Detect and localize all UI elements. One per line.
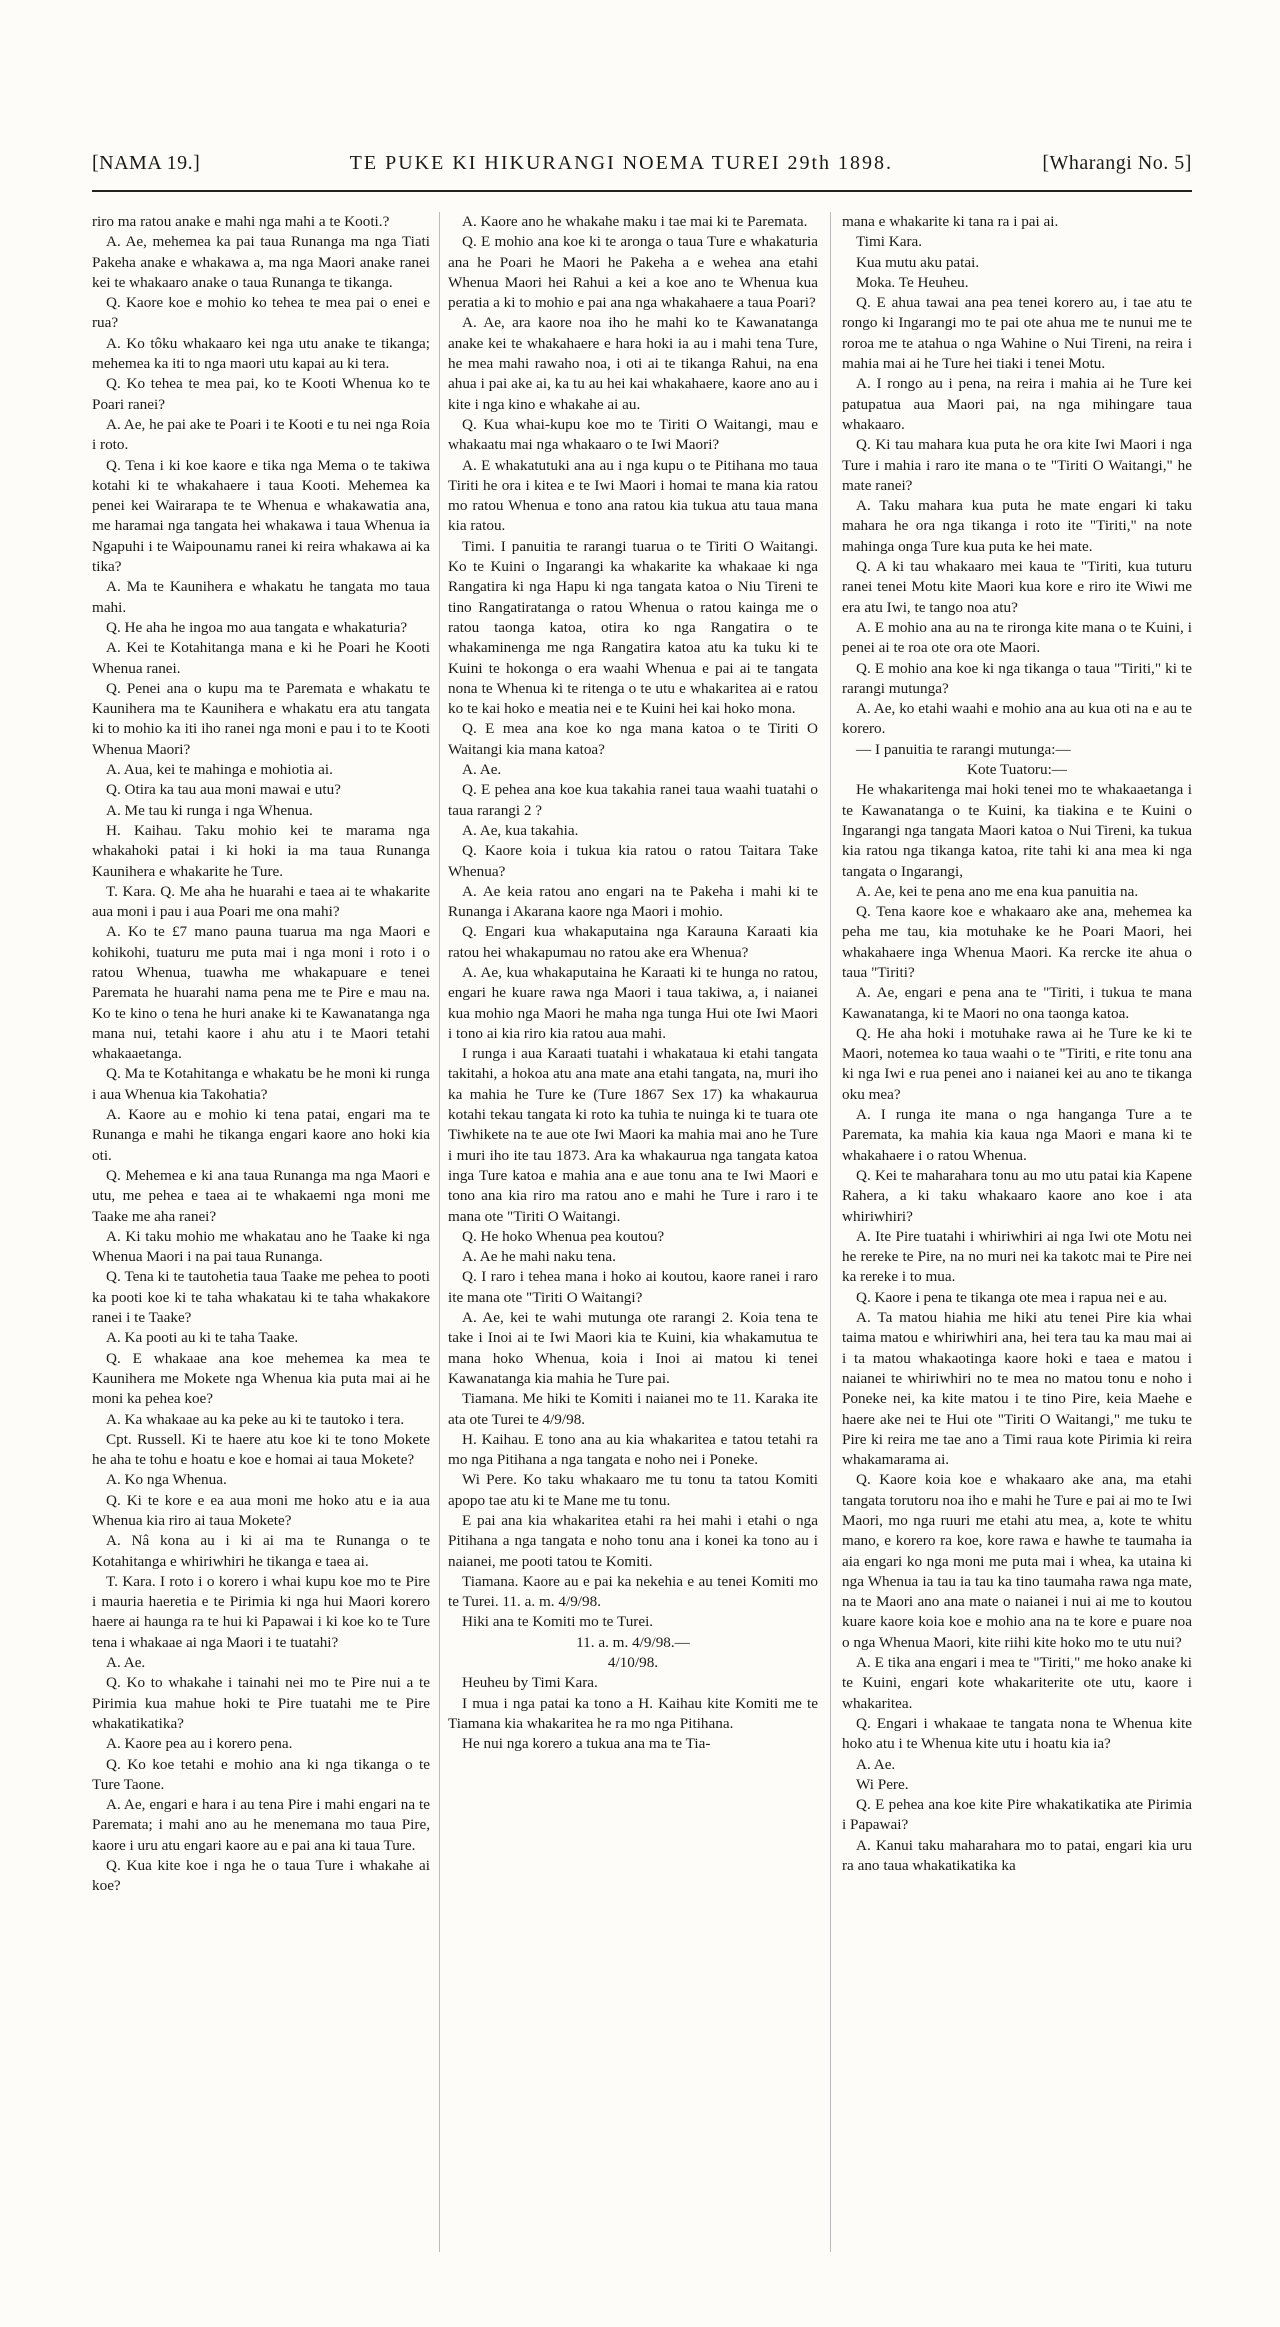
paragraph: Cpt. Russell. Ki te haere atu koe ki te tono Mokete he aha te tohu e hoatu e koe e homai ai taua Mokete? (92, 1430, 430, 1469)
text-column-2 (448, 212, 818, 2252)
paragraph: A. Ae. (462, 761, 502, 779)
paragraph: Q. Kaore koia koe e whakaaro ake ana, ma etahi tangata torutoru noa iho e mahi he Ture e pai ai mo te Iwi Maori, mo nga ruuri me etahi atu mea, a, kote te whitu mano, e korero ra koe, kore rawa e hawhe te taumaha ia aia engari ko nga moni me puta mai i whea, ka utaina ki nga Whenua ia tau ia tau ka tino taumaha rawa nga mate, na te Maori ano ana mate o naianei i nui ai me to koutou kuare kaore koia koe e mohio ana na te kore e puare noa o nga Whenua Maori, kite riihi kite hoko mo te utu nui? (842, 1471, 1192, 1651)
paragraph: A. Kaore au e mohio ki tena patai, engari ma te Runanga e mahi he tikanga engari kaore ano hoki kia oti. (92, 1106, 430, 1164)
paragraph: Timi. I panuitia te rarangi tuarua o te Tiriti O Waitangi. Ko te Kuini o Ingarangi ka whakarite ka whakaae ki nga Rangatira ki nga Hapu ki nga tangata katoa o Niu Tireni te tino Rangatiratanga o ratou Whenua o ratou kainga me o ratou taonga katoa, otira ko nga Rangatira o te whakaminenga me nga Rangatira katoa atu ka tuku ki te Kuini te hokonga o era waahi Whenua e pai ai te tangata nona te Whenua ki te ritenga o te utu e whakaritea ai e ratou ko te kai hoko e meatia nei e te Kuini hei kai hoko mona. (448, 537, 818, 718)
paragraph: A. Ae, kei te pena ano me ena kua panuitia na. (856, 882, 1139, 900)
paragraph: Q. E mea ana koe ko nga mana katoa o te Tiriti O Waitangi kia mana katoa? (448, 720, 818, 758)
paragraph: Q. E whakaae ana koe mehemea ka mea te Kaunihera me Mokete nga Whenua kia puta mai ai he moni ka pehea koe? (92, 1349, 430, 1408)
paragraph: Q. Ki tau mahara kua puta he ora kite Iwi Maori i nga Ture i mahia i raro ite mana o te "Tiriti O Waitangi," he mate ranei? (842, 436, 1192, 494)
paragraph: Q. E ahua tawai ana pea tenei korero au, i tae atu te rongo ki Ingarangi mo te pai ote ahua me te nunui me te roroa me te atahua o nga Wahine o Nui Tireni, na reira i mahia mai ai he Ture hei tiaki i tenei Motu. (842, 294, 1192, 373)
page-header (92, 152, 1192, 175)
paragraph: A. E tika ana engari i mea te "Tiriti," me hoko anake ki te Kuini, engari kote whakariterite ote utu, kaore i whakaritea. (842, 1654, 1192, 1712)
paragraph: A. Ae keia ratou ano engari na te Pakeha i mahi ki te Runanga i Akarana kaore nga Maori i mohio. (448, 882, 818, 921)
paragraph: Q. Ki te kore e ea aua moni me hoko atu e ia aua Whenua kia riro ai taua Mokete? (92, 1491, 430, 1529)
paragraph: A. Taku mahara kua puta he mate engari ki taku mahara he ora nga tikanga i roto ite "Tiriti," na note mahinga onga Ture kua puta ke hei mate. (842, 497, 1192, 555)
paragraph: Q. I raro i tehea mana i hoko ai koutou, kaore ranei i raro ite mana ote "Tiriti O Waitangi? (448, 1268, 818, 1306)
paragraph: A. Ae. (106, 1654, 146, 1672)
paragraph: He nui nga korero a tukua ana ma te Tia- (462, 1735, 711, 1753)
paragraph: Q. Kaore koe e mohio ko tehea te mea pai o enei e rua? (92, 294, 430, 332)
paragraph: Q. Kua kite koe i nga he o taua Ture i whakahe ai koe? (92, 1857, 430, 1895)
paragraph: A. Kanui taku maharahara mo to patai, engari kia uru ra ano taua whakatikatika ka (842, 1836, 1192, 1875)
paragraph: Q. A ki tau whakaaro mei kaua te "Tiriti, kua tuturu ranei tenei Motu kite Maori kua kore e riro ite Wiwi me era atu Iwi, te tango noa atu? (842, 558, 1192, 616)
sheet-number-label: [Wharangi No. 5] (1042, 152, 1192, 174)
paragraph: Q. Kua whai-kupu koe mo te Tiriti O Waitangi, mau e whakaatu mai nga whakaaro o te Iwi Maori? (448, 415, 818, 454)
paragraph: Q. Engari kua whakaputaina nga Karauna Karaati kia ratou hei whakapumau no ratou ake era Whenua? (448, 923, 818, 961)
paragraph: A. Me tau ki runga i nga Whenua. (106, 801, 313, 819)
paragraph: A. I runga ite mana o nga hanganga Ture a te Paremata, ka mahia kia kaua nga Maori e mana ki te whakahaere i o ratou Whenua. (842, 1106, 1192, 1164)
paragraph: A. Ae he mahi naku tena. (462, 1248, 616, 1266)
paragraph: A. Kei te Kotahitanga mana e ki he Poari he Kooti Whenua ranei. (92, 639, 430, 677)
paragraph: A. E whakatutuki ana au i nga kupu o te Pitihana mo taua Tiriti he ora i kitea e te Iwi Maori i homai te mana kia ratou mo ratou Whenua e tono ana ratou kia tukua atu taua mana kia ratou. (448, 456, 818, 535)
paragraph: Q. Kaore i pena te tikanga ote mea i rapua nei e au. (856, 1288, 1168, 1306)
paragraph: A. Ka pooti au ki te taha Taake. (106, 1329, 299, 1347)
paragraph: Q. Mehemea e ki ana taua Runanga ma nga Maori e utu, me pehea e taea ai te whakaemi nga moni me Taake me aha ranei? (92, 1166, 430, 1225)
paragraph: A. Ko tôku whakaaro kei nga utu anake te tikanga; mehemea ka iti to nga maori utu kapai au ki tera. (92, 334, 430, 373)
paragraph: A. I rongo au i pena, na reira i mahia ai he Ture kei patupatua aua Maori pai, na nga mihingare taua whakaaro. (842, 375, 1192, 433)
paragraph: Kote Tuatoru:— (967, 761, 1067, 779)
paragraph: mana e whakarite ki tana ra i pai ai. (842, 213, 1059, 230)
paragraph: A. Nâ kona au i ki ai ma te Runanga o te Kotahitanga e whiriwhiri he tikanga e taea ai. (92, 1532, 430, 1570)
paragraph: 11. a. m. 4/9/98.— (576, 1633, 690, 1651)
paragraph: A. Ko te £7 mano pauna tuarua ma nga Maori e kohikohi, tuaturu me puta mai i nga moni i roto i o ratou Whenua, tuawha me whakapuare e tenei Paremata he huarahi nama pena me te Pire e mau na. Ko te kino o tena he huri anake ki te Kawanatanga nga mana nui, tetahi kaore i ahu atu i te Maori tetahi whakaaetanga. (92, 923, 430, 1063)
paragraph: A. Ae. (856, 1755, 896, 1773)
paragraph: Hiki ana te Komiti mo te Turei. (462, 1613, 654, 1631)
paragraph: Q. Tena i ki koe kaore e tika nga Mema o te takiwa kotahi ki te whakahaere i taua Kooti. Mehemea ka penei kei Wairarapa te te Whenua e whakawatia ana, me haramai nga tangata hei whakawa i taua Whenua ia Ngapuhi i te Waipounamu ranei ki reira whakawa ai ka tika? (92, 456, 430, 576)
paragraph: Q. Kaore koia i tukua kia ratou o ratou Taitara Take Whenua? (448, 842, 818, 880)
paragraph: Tiamana. Kaore au e pai ka nekehia e au tenei Komiti mo te Turei. 11. a. m. 4/9/98. (448, 1572, 818, 1611)
paragraph: A. Ae, kua whakaputaina he Karaati ki te hunga no ratou, engari he kuare rawa nga Maori i taua takiwa, a, i naianei kua mohio nga Maori he maha nga tunga Hui ote Iwi Maori i tono ai kia riro kia ratou aua mahi. (448, 963, 818, 1042)
page-number-label: [NAMA 19.] (92, 152, 201, 174)
paragraph: Wi Pere. Ko taku whakaaro me tu tonu ta tatou Komiti apopo tae atu ki te Mane me tu tonu. (448, 1471, 818, 1509)
paragraph: A. Ae, kua takahia. (462, 821, 579, 839)
column-divider (830, 212, 831, 2252)
paragraph: 4/10/98. (607, 1654, 659, 1672)
paragraph: Kua mutu aku patai. (856, 253, 980, 271)
paragraph: Q. He aha he ingoa mo aua tangata e whakaturia? (106, 618, 408, 636)
paragraph: Q. E pehea ana koe kite Pire whakatikatika ate Pirimia i Papawai? (842, 1796, 1192, 1834)
text-column-1 (92, 212, 430, 2252)
paragraph: Q. Tena kaore koe e whakaaro ake ana, mehemea ka peha me tau, kia motuhake ke he Poari Maori, hei whakahaere inga Whenua Maori. Ka rercke ite ahua o taua "Tiriti? (842, 903, 1192, 981)
paragraph: A. E mohio ana au na te rironga kite mana o te Kuini, i penei ai te roa ote ora ote Maori. (842, 618, 1192, 657)
paragraph: — I panuitia te rarangi mutunga:— (856, 740, 1071, 758)
paragraph: Heuheu by Timi Kara. (462, 1674, 598, 1692)
paragraph: A. Ae, kei te wahi mutunga ote rarangi 2. Koia tena te take i Inoi ai te Iwi Maori kia te Kuini, kia whakamutua te mana hoko Whenua, koia i Inoi ai matou ki tenei Kawanatanga kia mahia he Ture pai. (448, 1309, 818, 1387)
paragraph: Q. E mohio ana koe ki nga tikanga o taua "Tiriti," ki te rarangi mutunga? (842, 659, 1192, 697)
paragraph: A. Kaore pea au i korero pena. (106, 1735, 293, 1753)
paragraph: Q. Ma te Kotahitanga e whakatu be he moni ki runga i aua Whenua kia Takohatia? (92, 1065, 430, 1103)
paragraph: T. Kara. Q. Me aha he huarahi e taea ai te whakarite aua moni i pau i aua Poari me ona mahi? (92, 882, 430, 921)
paragraph: Timi Kara. (856, 233, 923, 251)
paragraph: Q. Penei ana o kupu ma te Paremata e whakatu te Kaunihera ma te Kaunihera e whakatu era atu tangata ki to mohio ka iti iho ranei nga moni e pau i to te Kooti Whenua Maori? (92, 679, 430, 758)
masthead-title: TE PUKE KI HIKURANGI NOEMA TUREI 29th 1898. (349, 152, 894, 174)
paragraph: Tiamana. Me hiki te Komiti i naianei mo te 11. Karaka ite ata ote Turei te 4/9/98. (448, 1390, 818, 1428)
paragraph: A. Ki taku mohio me whakatau ano he Taake ki nga Whenua Maori i na pai taua Runanga. (92, 1227, 430, 1266)
paragraph: A. Ae, engari e pena ana te "Tiriti, i tukua te mana Kawanatanga, ki te Maori no ona taonga katoa. (842, 984, 1192, 1022)
paragraph: A. Ka whakaae au ka peke au ki te tautoko i tera. (106, 1410, 405, 1428)
paragraph: A. Ite Pire tuatahi i whiriwhiri ai nga Iwi ote Motu nei he rereke te Pire, na no muri nei ka takotc mai te Pire nei ka rereke i to mua. (842, 1227, 1192, 1286)
paragraph: A. Ae, engari e hara i au tena Pire i mahi engari na te Paremata; i mahi ano au he menemana mo taua Pire, kaore i uru atu engari kaore au e pai ana ki taua Ture. (92, 1796, 430, 1854)
paragraph: Q. E mohio ana koe ki te aronga o taua Ture e whakaturia ana he Poari he Maori he Pakeha a e wehea ana etahi Whenua Maori hei Rahui a kei a koe ano te Whenua kua peratia a ki to mohio e pai ana nga whakahaere a taua Poari? (448, 233, 818, 312)
paragraph: A. Ko nga Whenua. (106, 1471, 227, 1489)
text-column-3 (842, 212, 1192, 2252)
paragraph: A. Ae, mehemea ka pai taua Runanga ma nga Tiati Pakeha anake e whakawa a, ma nga Maori anake ranei kei te whakaaro anake o taua Runanga te tikanga. (92, 233, 430, 291)
paragraph: Moka. Te Heuheu. (856, 273, 969, 291)
paragraph: Q. Otira ka tau aua moni mawai e utu? (106, 781, 341, 799)
paragraph: A. Kaore ano he whakahe maku i tae mai ki te Paremata. (462, 213, 808, 230)
paragraph: riro ma ratou anake e mahi nga mahi a te Kooti.? (92, 213, 390, 230)
paragraph: Q. Tena ki te tautohetia taua Taake me pehea to pooti ka pooti koe ki te taha whakatau ki te taha whakakore ranei i te Taake? (92, 1268, 430, 1327)
paragraph: A. Aua, kei te mahinga e mohiotia ai. (106, 761, 333, 779)
paragraph: Q. Kei te maharahara tonu au mo utu patai kia Kapene Rahera, a ki taku whakaaro kaore ano koe i ata whiriwhiri? (842, 1166, 1192, 1225)
paragraph: A. Ta matou hiahia me hiki atu tenei Pire kia whai taima matou e whiriwhiri ana, hei tera tau ka mau mai ai i ta matou whakaotinga kaore hoki e taea e matou i naianei te whiriwhiri no te mea no matou tonu e noho i Poneke nei, ka kite matou i te tino Pire, keia Maehe e haere ake nei te Hui ote "Tiriti O Waitangi," me tuku te Pire ki reira me tae ano a Timi raua kote Pirimia ki reira whakamarama ai. (842, 1309, 1192, 1469)
paragraph: I mua i nga patai ka tono a H. Kaihau kite Komiti me te Tiamana kia whakaritea he ra mo nga Pitihana. (448, 1694, 818, 1732)
paragraph: Q. He aha hoki i motuhake rawa ai he Ture ke ki te Maori, notemea ko taua waahi o te "Tiriti, e rite tonu ana ki nga Iwi e rua penei ano i naianei kei au ano te tikanga oku mea? (842, 1024, 1192, 1103)
paragraph: Wi Pere. (856, 1775, 909, 1793)
header-rule (92, 190, 1192, 192)
paragraph: T. Kara. I roto i o korero i whai kupu koe mo te Pire i mauria haeretia e te Pirimia ki nga hui Maori korero haere ai haunga ra te hui ki Papawai i ki koe ko te Ture tena i whakaae ai nga Maori i te tuatahi? (92, 1572, 430, 1651)
paragraph: A. Ma te Kaunihera e whakatu he tangata mo taua mahi. (92, 578, 430, 616)
paragraph: Q. Ko tehea te mea pai, ko te Kooti Whenua ko te Poari ranei? (92, 375, 430, 413)
paragraph: A. Ae, ara kaore noa iho he mahi ko te Kawanatanga anake kei te whakahaere e hara hoki ia au i mahi tena Ture, he mea mahi rawaho noa, i oti ai te tikanga Rahui, na ena ahua i pai ake ai, ka tu au hei kai whakahaere, kaore ano au i kite i nga kino e whakahe ai au. (448, 314, 818, 413)
paragraph: Q. Ko koe tetahi e mohio ana ki nga tikanga o te Ture Taone. (92, 1755, 430, 1793)
paragraph: Q. He hoko Whenua pea koutou? (462, 1227, 665, 1245)
paragraph: E pai ana kia whakaritea etahi ra hei mahi i etahi o nga Pitihana a nga tangata e noho tonu ana i konei ka tono au i naianei, me pooti tatou te Komiti. (448, 1512, 818, 1570)
paragraph: H. Kaihau. E tono ana au kia whakaritea e tatou tetahi ra mo nga Pitihana a nga tangata e noho nei i Poneke. (448, 1430, 818, 1469)
paragraph: H. Kaihau. Taku mohio kei te marama nga whakahoki patai i ki hoki ia ma taua Runanga Kaunihera e whakarite he Ture. (92, 821, 430, 880)
paragraph: I runga i aua Karaati tuatahi i whakataua ki etahi tangata takitahi, a hokoa atu ana mate ana etahi tangata, na, muri iho ka mahia he Ture ke (Ture 1867 Sex 17) ka whakaurua kotahi tekau tangata ki roto ka tuhia te nuinga ki te tuara ote Tiwhikete na te aue ote Iwi Maori ka mahia mai ano he Ture i muri iho ite tau 1873. Ara ka whakaurua nga tangata katoa inga Ture katoa e mahia ana e aue tonu ana te Iwi Maori e tono ana kia riro ma ratou ano e mahi he Ture i raro i te mana ote "Tiriti O Waitangi. (448, 1045, 818, 1225)
paragraph: A. Ae, he pai ake te Poari i te Kooti e tu nei nga Roia i roto. (92, 415, 430, 454)
paragraph: Q. Engari i whakaae te tangata nona te Whenua kite hoko atu i te Whenua kite utu i hoatu kia ia? (842, 1714, 1192, 1753)
paragraph: A. Ae, ko etahi waahi e mohio ana au kua oti na e au te korero. (842, 700, 1192, 738)
column-divider (439, 212, 440, 2252)
paragraph: Q. E pehea ana koe kua takahia ranei taua waahi tuatahi o taua rarangi 2 ? (448, 781, 818, 819)
paragraph: He whakaritenga mai hoki tenei mo te whakaaetanga i te Kawanatanga o te Kuini, ka tiakina e te Kuini o Ingarangi nga tangata Maori katoa o Nui Tireni, ka tukua kia ratou nga tikanga katoa, rite tahi ki ana mea ki nga tangata o Ingarangi, (842, 781, 1192, 880)
paragraph: Q. Ko to whakahe i tainahi nei mo te Pire nui a te Pirimia kua mahue hoki te Pire tuatahi me te Pire whakatikatika? (92, 1674, 430, 1732)
